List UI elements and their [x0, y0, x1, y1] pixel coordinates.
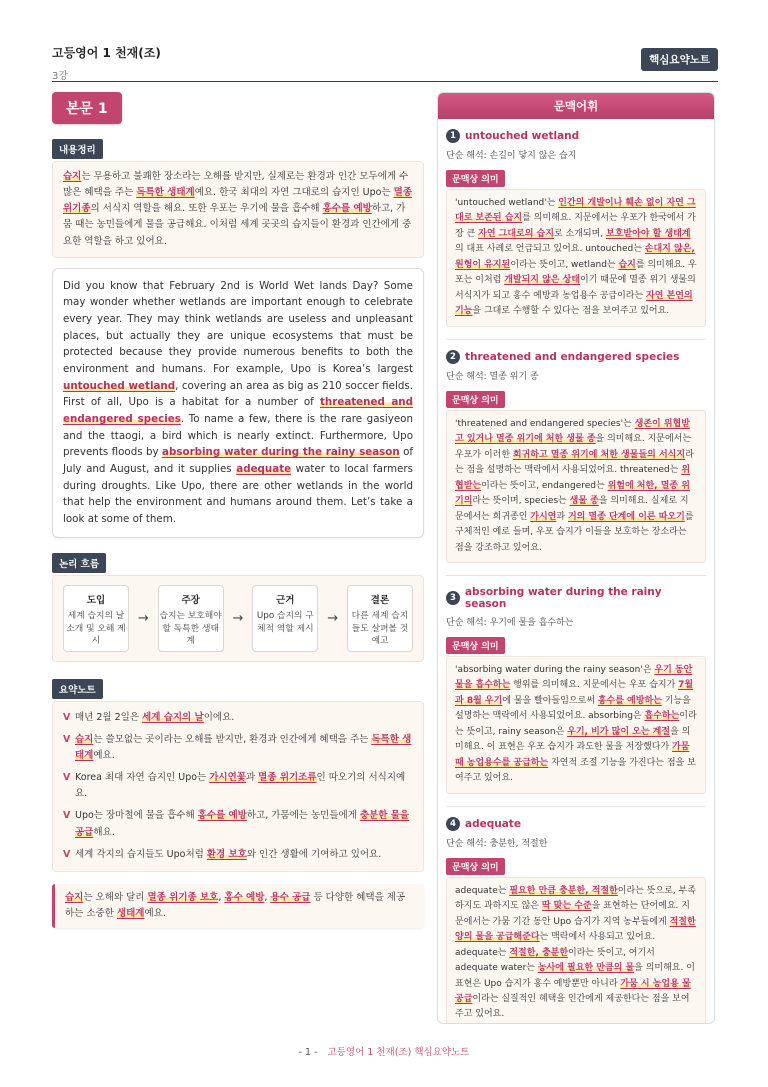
highlighted-term: 습지: [65, 891, 84, 903]
highlighted-term: 우기, 비가 많이 오는 계절: [567, 726, 671, 737]
context-meaning: [446, 656, 706, 794]
text-run: 라는 점을 설명하는 맥락에서 사용되었어요. threatened는: [455, 449, 694, 476]
highlighted-term: 생존이 위협받고 있거나 멸종 위기에 처한 생물 종: [455, 418, 690, 445]
text-run: 하고, 가뭄 때는 농민들에게 물을 공급해요. 이처럼 세계 곳곳의 습지들이 환경과 인간에게 중요한 역할을 하고 있어요.: [63, 203, 412, 247]
highlighted-term: 흡수하는: [644, 711, 680, 722]
conclusion-box: [52, 884, 424, 928]
text-run: of July and August, and it supplies: [63, 446, 414, 476]
text-run: 해요.: [93, 826, 115, 838]
note-item: [63, 732, 413, 764]
highlighted-term: 가뭄 때 농업용수를 공급하는: [455, 742, 690, 768]
highlighted-term: 가뭄 시 농업용 물 공급: [455, 978, 691, 1004]
divider: [446, 575, 706, 576]
notes-label: 요약노트: [52, 679, 103, 699]
highlighted-term: 자연 그대로의 습지: [478, 228, 554, 239]
context-label: 문맥상 의미: [446, 858, 505, 875]
highlighted-term: 필요한 만큼 충분한, 적절한: [509, 885, 618, 896]
highlighted-term: adequate: [236, 463, 292, 476]
flow-step-title: 주장: [181, 594, 200, 606]
flow-step-claim: [158, 585, 224, 652]
note-text: [75, 808, 413, 840]
highlighted-term: 우기 동안 물을 흡수하는: [455, 664, 693, 691]
text-run: 예요.: [144, 908, 166, 920]
context-meaning: [446, 877, 706, 1024]
text-run: 자연적 조절 기능을 가진다는 점을 보여주고 있어요.: [455, 757, 696, 784]
highlighted-term: 멸종 위기종 보호: [147, 891, 219, 903]
text-run: 과: [245, 772, 259, 784]
text-run: 이라는 실질적인 혜택을 인간에게 제공한다는 점을 보여주고 있어요.: [455, 994, 690, 1020]
check-icon: V: [63, 848, 71, 860]
highlighted-term: 멸종 위기조류: [258, 772, 317, 784]
highlighted-term: 개발되지 않은 상태: [504, 275, 581, 286]
highlighted-term: 손대지 않은, 원형이 유지된: [455, 244, 695, 270]
text-run: 라는 뜻이며, species는: [472, 496, 570, 507]
divider: [446, 806, 706, 807]
note-item: [63, 808, 413, 840]
check-icon: V: [63, 711, 71, 723]
english-passage: [52, 268, 424, 538]
highlighted-term: 홍수를 예방: [197, 810, 247, 822]
text-run: 는 무용하고 불쾌한 장소라는 오해를 받지만, 실제로는 환경과 인간 모두에게 수많은 혜택을 주는: [63, 171, 409, 199]
highlighted-term: 습지: [618, 259, 636, 270]
highlighted-term: 농사에 필요한 만큼의 물: [537, 963, 635, 974]
lesson-number: 3강: [52, 71, 69, 82]
highlighted-term: 세계 습지의 날: [142, 711, 204, 723]
text-run: 등 다양한 혜택을 제공하는 소중한: [65, 891, 406, 920]
text-run: water to local farmers during droughts. Like Upo, there are other wetlands in the world that help the environment and humans around them. Let’s take a look at some of them.: [63, 463, 413, 526]
text-run: 을 의미해요. 이 표현은 우포 습지가 과도한 물을 저장했다가: [455, 726, 691, 753]
highlighted-term: 생태계: [116, 908, 145, 920]
logic-flow-label: 논리 흐름: [52, 553, 106, 573]
highlighted-term: 딱 맞는 수준: [541, 901, 592, 912]
text-run: ,: [218, 891, 225, 903]
arrow-right-icon: →: [137, 610, 149, 626]
text-run: 이라는 뜻이고, rainy season은: [455, 711, 697, 737]
text-run: 과: [556, 511, 568, 522]
vocab-entry: [438, 586, 714, 807]
highlighted-term: 충분한 물을 공급: [75, 810, 410, 838]
page-footer: [0, 1044, 768, 1058]
text-run: . To name a few, there is the rare gasiyeon and the ttaogi, a bird which is nearly extinct. Furthermore, Upo prevents floods by: [63, 413, 413, 459]
highlighted-term: absorbing water during the rainy season: [162, 446, 400, 459]
highlighted-term: 홍수 예방: [224, 891, 265, 903]
flow-step-title: 결론: [370, 594, 390, 606]
context-label: 문맥상 의미: [446, 170, 505, 187]
text-run: 하고, 가뭄에는 농민들에게: [246, 810, 360, 822]
vocab-term: absorbing water during the rainy season: [464, 585, 662, 610]
highlighted-term: 습지: [75, 733, 94, 745]
text-run: 행위를 의미해요. 지문에서는 우포 습지가: [510, 680, 679, 691]
text-run: 'untouched wetland'는: [455, 198, 559, 208]
text-run: 'absorbing water during the rainy season'은: [455, 664, 655, 675]
page-header: [52, 44, 718, 82]
context-meaning: [446, 410, 706, 563]
note-item: [63, 847, 413, 863]
note-item: [63, 770, 413, 802]
document-title: 고등영어 1 천재(조): [52, 46, 161, 60]
text-run: 예요.: [93, 750, 115, 762]
text-run: 이라는 뜻으로, 부족하지도 과하지도 않은: [455, 885, 696, 912]
text-run: Upo는 장마철에 물을 흡수해: [75, 810, 198, 822]
divider: [446, 339, 706, 340]
text-run: 는 오해와 달리: [83, 891, 148, 903]
highlighted-term: 가시연꽃: [209, 772, 246, 784]
entry-number-badge: 1: [446, 129, 460, 143]
text-run: 이라는 뜻이고, wetland는: [510, 259, 619, 270]
arrow-right-icon: →: [327, 610, 339, 626]
vocab-panel: [437, 92, 715, 1024]
text-run: 를 의미해요. 우포는 이처럼: [455, 259, 697, 286]
context-label: 문맥상 의미: [446, 637, 505, 654]
text-run: 를 구체적인 예로 들며, 우포 습지가 이들을 보호하는 장소라는 점을 강조하고 있어요.: [455, 511, 694, 553]
section-title: 본문 1: [52, 92, 122, 124]
note-type-badge: 핵심요약노트: [641, 48, 718, 71]
vocab-term: adequate: [465, 817, 521, 830]
flow-step-evidence: [252, 585, 318, 652]
summary-box: [52, 161, 424, 258]
check-icon: V: [63, 810, 71, 822]
highlighted-term: 용수 공급: [270, 891, 311, 903]
text-run: 의 대표 사례로 언급되고 있어요. untouched는: [455, 244, 645, 255]
highlighted-term: 습지: [63, 171, 82, 182]
left-column: [52, 92, 424, 928]
text-run: 와 인간 생활에 기여하고 있어요.: [246, 848, 382, 860]
text-run: 예요. 한국 최대의 자연 그대로의 습지인 Upo는: [194, 187, 394, 199]
vocab-entry: [438, 817, 714, 1024]
entry-number-badge: 2: [446, 350, 460, 364]
text-run: 의 서식지 역할을 해요. 또한 우포는 우기에 물을 흡수해: [90, 203, 323, 215]
footer-title: 고등영어 1 천재(조) 핵심요약노트: [327, 1047, 470, 1058]
summary-label: 내용정리: [52, 139, 103, 159]
text-run: , covering an area as big as 210 soccer fields. First of all, Upo is a habitat for a number of: [63, 379, 413, 409]
text-run: 을 의미해요. 이 표현은 Upo 습지가 홍수 예방뿐만 아니라: [455, 963, 695, 989]
text-run: 이라는 뜻이고, 여기서 adequate water는: [455, 947, 655, 974]
highlighted-term: 적절한, 충분한: [509, 947, 569, 958]
text-run: Did you know that February 2nd is World Wet lands Day? Some may wonder whether wetlands are important enough to celebrate every year. They may think wetlands are useless and unpleasant places, but actually they are unique ecosystems that must be protected because they provide numerous benefits to both the environment and humans. For example, Upo is Korea’s largest: [63, 279, 413, 376]
text-run: Korea 최대 자연 습지인 Upo는: [75, 772, 210, 784]
flow-step-desc: 다른 세계 습지들도 살펴볼 것 예고: [351, 610, 409, 647]
text-run: 를 의미해요. 지문에서는 우포가 한국에서 가장 큰: [455, 213, 696, 239]
flow-step-title: 근거: [276, 594, 295, 606]
simple-meaning: 단순 해석: 충분한, 적절한: [446, 838, 548, 849]
text-run: 에 물을 빨아들임으로써: [502, 695, 598, 706]
page-number: - 1 -: [298, 1047, 318, 1058]
text-run: 을 그대로 수행할 수 있다는 점을 보여주고 있어요.: [472, 306, 670, 317]
text-run: 는 쓸모없는 곳이라는 오해를 받지만, 환경과 인간에게 혜택을 주는: [93, 733, 372, 745]
vocab-term: untouched wetland: [465, 130, 580, 142]
simple-meaning: 단순 해석: 우기에 물을 흡수하는: [446, 617, 574, 628]
highlighted-term: 홍수를 예방: [322, 203, 372, 215]
context-meaning: [446, 189, 706, 327]
text-run: 매년 2월 2일은: [75, 711, 143, 723]
text-run: 'threatened and endangered species'는: [455, 418, 635, 429]
highlighted-term: 독특한 생태계: [75, 733, 412, 762]
flow-step-intro: [63, 585, 129, 652]
flow-step-conclusion: [347, 585, 413, 652]
text-run: 을 의미해요. 실제로 지문에서는 희귀종인: [455, 496, 689, 522]
flow-step-desc: Upo 습지의 구체적 역할 제시: [256, 610, 314, 634]
entry-number-badge: 3: [446, 591, 460, 605]
highlighted-term: 환경 보호: [206, 848, 247, 860]
arrow-right-icon: →: [232, 610, 244, 626]
highlighted-term: 위험에 처한, 멸종 위기의: [455, 480, 690, 507]
note-text: [75, 710, 234, 726]
text-run: 이기 때문에 멸종 위기 생물의 서식지가 되고 홍수 예방과 농업용수 공급이라는: [455, 275, 696, 301]
highlighted-term: 독특한 생태계: [136, 187, 195, 199]
text-run: ,: [264, 891, 271, 903]
text-run: 기능을 설명하는 맥락에서 사용되었어요. absorbing은: [455, 695, 691, 722]
highlighted-term: 거의 멸종 단계에 이른 따오기: [567, 511, 685, 522]
flow-step-desc: 습지는 보호해야 할 독특한 생태계: [159, 610, 222, 647]
logic-flow: [52, 575, 424, 662]
vocab-entry: [438, 129, 714, 340]
text-run: 이라는 뜻이고, endangered는: [481, 480, 608, 491]
text-run: 인 따오기의 서식지예요.: [75, 772, 406, 800]
vocab-entry: [438, 350, 714, 576]
highlighted-term: 위협받는: [455, 465, 691, 491]
text-run: 을 의미해요. 지문에서는 우포가 이러한: [455, 434, 692, 460]
text-run: 세계 각지의 습지들도 Upo처럼: [75, 848, 207, 860]
simple-meaning: 단순 해석: 손길이 닿지 않은 습지: [446, 151, 577, 161]
flow-step-desc: 세계 습지의 날 소개 및 오해 제시: [66, 610, 126, 647]
highlighted-term: 희귀하고 멸종 위기에 처한 생물들의 서식지: [512, 449, 686, 460]
vocab-term: threatened and endangered species: [465, 350, 680, 363]
entry-number-badge: 4: [446, 817, 460, 831]
text-run: 이에요.: [203, 711, 235, 723]
text-run: adequate는: [455, 885, 510, 896]
highlighted-term: threatened and endangered species: [63, 396, 413, 426]
note-text: [75, 847, 381, 863]
text-run: 는 맥락에서 사용되고 있어요. adequate는: [455, 932, 656, 958]
highlighted-term: 멸종 위기종: [63, 187, 413, 215]
check-icon: V: [63, 772, 71, 784]
flow-step-title: 도입: [86, 594, 106, 606]
highlighted-term: 보호받아야 할 생태계: [606, 228, 691, 239]
text-run: 을 표현하는 단어예요. 지문에서는 가뭄 기간 동안 Upo 습지가 지역 농부들에게: [455, 901, 690, 927]
highlighted-term: 인간의 개발이나 훼손 없이 자연 그대로 보존된 습지: [455, 198, 696, 224]
highlighted-term: 홍수를 예방하는: [597, 695, 662, 706]
summary-notes: [52, 701, 424, 872]
highlighted-term: 자연 본연의 기능: [455, 290, 693, 317]
highlighted-term: 가시연: [530, 511, 557, 522]
note-text: [75, 732, 413, 764]
simple-meaning: 단순 해석: 멸종 위기 종: [446, 371, 539, 382]
context-label: 문맥상 의미: [446, 391, 505, 408]
check-icon: V: [63, 733, 71, 745]
note-item: [63, 710, 413, 726]
vocab-panel-title: 문맥어휘: [438, 93, 714, 119]
highlighted-term: untouched wetland: [63, 379, 176, 392]
highlighted-term: 7월과 8월 우기: [455, 680, 694, 706]
note-text: [75, 770, 413, 802]
highlighted-term: 적절한 양의 물을 공급해준다: [455, 916, 696, 943]
text-run: 로 소개되며,: [553, 228, 607, 239]
highlighted-term: 생물 종: [569, 496, 599, 507]
